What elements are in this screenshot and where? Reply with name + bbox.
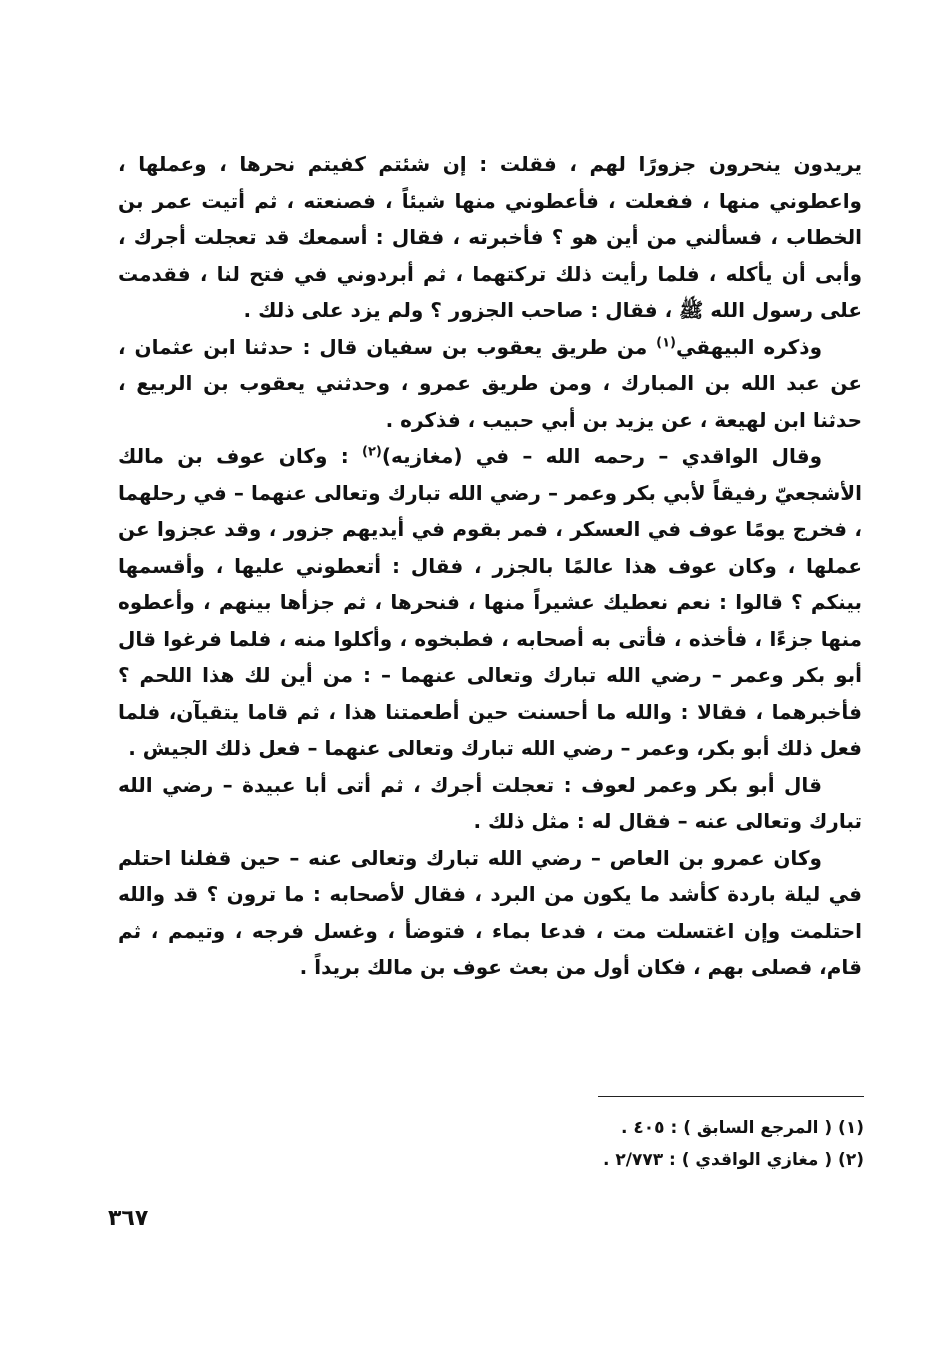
paragraph-2	[118, 329, 862, 439]
footnote-1: (١) ( المرجع السابق ) : ٤٠٥ .	[621, 1118, 864, 1138]
footnote-ref-2[interactable]: (٢)	[362, 444, 382, 460]
footnotes	[460, 1112, 864, 1176]
footnote-ref-1[interactable]: (١)	[656, 334, 676, 350]
paragraph-3-rest: : وكان عوف بن مالك الأشجعيّ رفيقاً لأبي بكر وعمر – رضي الله تبارك وتعالى عنهما – في رحلهما ، فخرج يومًا عوف في العسكر ، فمر بقوم في أيديهم جزور ، وقد عجزوا عن عملها ، وكان عوف هذا عالمًا بالجزر ، فقال : أتعطوني عليها ، وأقسمها بينكم ؟ قالوا : نعم نعطيك عشيراً منها ، فنحرها ، ثم جزأها بينهم ، وأعطوه منها جزءًا ، فأخذه ، فأتى به أصحابه ، فطبخوه ، وأكلوا منه ، فلما فرغوا قال أبو بكر وعمر – رضي الله تبارك وتعالى عنهما – : من أين لك هذا اللحم ؟ فأخبرهما ، فقالا : والله ما أحسنت حين أطعمتنا هذا ، ثم قاما يتقيآن، فلما فعل ذلك أبو بكر، وعمر – رضي الله تبارك وتعالى عنهما – فعل ذلك الجيش .	[118, 444, 862, 760]
paragraph-3-start: وقال الواقدي – رحمه الله – في (مغازيه)	[381, 444, 823, 468]
paragraph-2-rest: من طريق يعقوب بن سفيان قال : حدثنا ابن عثمان ، عن عبد الله بن المبارك ، ومن طريق عمرو ، وحدثني يعقوب بن الربيع ، حدثنا ابن لهيعة ، عن يزيد بن أبي حبيب ، فذكره .	[118, 334, 862, 432]
paragraph-3	[118, 438, 862, 767]
paragraph-4: قال أبو بكر وعمر لعوف : تعجلت أجرك ، ثم أتى أبا عبيدة – رضي الله تبارك وتعالى عنه – فقال له : مثل ذلك .	[118, 772, 862, 833]
footnote-2: (٢) ( مغازي الواقدي ) : ٢/٧٧٣ .	[603, 1150, 864, 1170]
main-text-block	[118, 146, 862, 986]
page-number: ٣٦٧	[108, 1206, 149, 1231]
paragraph-2-start: وذكره البيهقي	[676, 334, 823, 359]
paragraph-5: وكان عمرو بن العاص – رضي الله تبارك وتعالى عنه – حين قفلنا احتلم في ليلة باردة كأشد ما يكون من البرد ، فقال لأصحابه : ما ترون ؟ قد والله احتلمت وإن اغتسلت مت ، فدعا بماء ، فتوضأ ، وغسل فرجه ، وتيمم ، ثم قام، فصلى بهم ، فكان أول من بعث عوف بن مالك بريداً .	[118, 845, 862, 979]
footnote-separator	[598, 1096, 864, 1097]
paragraph-1: يريدون ينحرون جزورًا لهم ، فقلت : إن شئتم كفيتم نحرها ، وعملها ، واعطوني منها ، ففعلت ، فأعطوني منها شيئاً ، فصنعته ، ثم أتيت عمر بن الخطاب ، فسألني من أين هو ؟ فأخبرته ، فقال : أسمعك قد تعجلت أجرك ، وأبى أن يأكله ، فلما رأيت ذلك تركتهما ، ثم أبردوني في فتح لنا ، فقدمت على رسول الله ﷺ ، فقال : صاحب الجزور ؟ ولم يزد على ذلك .	[118, 152, 862, 322]
